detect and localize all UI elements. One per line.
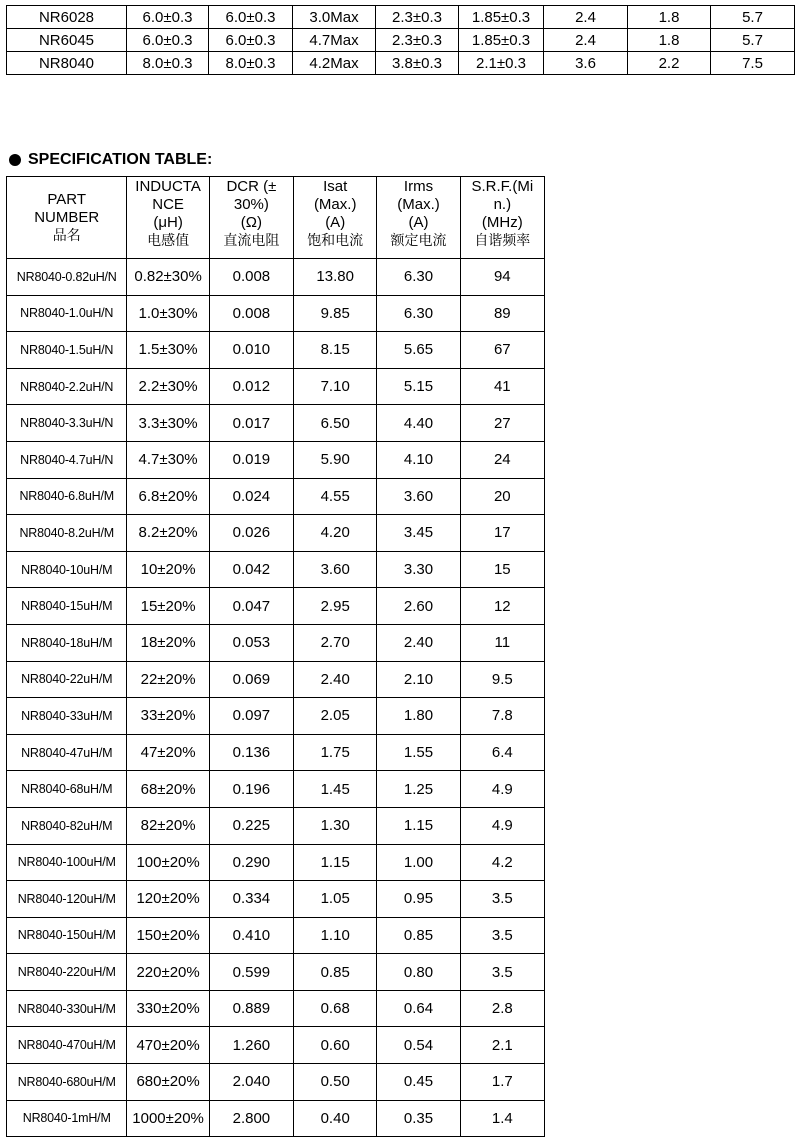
spec-cell: 0.85 <box>294 954 377 991</box>
spec-cell: 150±20% <box>127 917 209 954</box>
dimension-cell: NR6045 <box>7 29 127 52</box>
part-number-cell: NR8040-470uH/M <box>7 1027 127 1064</box>
header-line: (A) <box>325 214 346 231</box>
spec-header-row <box>7 177 545 259</box>
spec-cell: 1000±20% <box>127 1100 209 1137</box>
spec-cell: 0.196 <box>209 771 293 808</box>
spec-row <box>7 332 545 369</box>
header-chinese-label: 饱和电流 <box>307 233 364 249</box>
spec-cell: 1.55 <box>377 734 460 771</box>
spec-cell: 0.85 <box>377 917 460 954</box>
spec-cell: 0.053 <box>209 624 293 661</box>
specification-table <box>6 176 545 1137</box>
header-line: (Max.) <box>313 196 357 213</box>
part-number-cell: NR8040-220uH/M <box>7 954 127 991</box>
spec-cell: 0.95 <box>377 881 460 918</box>
spec-cell: 67 <box>460 332 544 369</box>
spec-cell: 13.80 <box>294 259 377 296</box>
spec-cell: 0.225 <box>209 807 293 844</box>
spec-cell: 5.90 <box>294 441 377 478</box>
spec-cell: 17 <box>460 515 544 552</box>
dimension-cell: 7.5 <box>711 52 795 75</box>
spec-cell: 0.60 <box>294 1027 377 1064</box>
spec-cell: 7.8 <box>460 698 544 735</box>
spec-cell: 94 <box>460 259 544 296</box>
spec-row <box>7 881 545 918</box>
dimension-cell: 6.0±0.3 <box>127 6 209 29</box>
spec-cell: 2.2±30% <box>127 368 209 405</box>
spec-cell: 20 <box>460 478 544 515</box>
part-number-cell: NR8040-10uH/M <box>7 551 127 588</box>
spec-row <box>7 807 545 844</box>
spec-header-cell <box>209 177 293 259</box>
spec-cell: 3.5 <box>460 917 544 954</box>
part-number-cell: NR8040-1.5uH/N <box>7 332 127 369</box>
header-line: S.R.F.(Mi <box>471 178 534 195</box>
dimension-cell: 2.3±0.3 <box>376 6 459 29</box>
part-number-cell: NR8040-68uH/M <box>7 771 127 808</box>
spec-cell: 3.60 <box>377 478 460 515</box>
spec-cell: 22±20% <box>127 661 209 698</box>
part-number-cell: NR8040-3.3uH/N <box>7 405 127 442</box>
spec-cell: 6.4 <box>460 734 544 771</box>
spec-cell: 0.097 <box>209 698 293 735</box>
header-line: (A) <box>408 214 429 231</box>
dimension-cell: 1.8 <box>628 29 711 52</box>
dimension-cell: 3.6 <box>544 52 628 75</box>
spec-cell: 0.64 <box>377 990 460 1027</box>
spec-cell: 1.15 <box>377 807 460 844</box>
spec-cell: 1.260 <box>209 1027 293 1064</box>
spec-row <box>7 990 545 1027</box>
dimension-cell: 1.85±0.3 <box>459 29 544 52</box>
spec-cell: 4.55 <box>294 478 377 515</box>
dimension-cell: 8.0±0.3 <box>209 52 293 75</box>
spec-cell: 680±20% <box>127 1064 209 1101</box>
header-chinese-label: 额定电流 <box>390 233 447 249</box>
header-line: NCE <box>152 196 184 213</box>
spec-cell: 0.010 <box>209 332 293 369</box>
header-line: n.) <box>493 196 512 213</box>
spec-cell: 0.019 <box>209 441 293 478</box>
spec-cell: 3.30 <box>377 551 460 588</box>
spec-cell: 0.017 <box>209 405 293 442</box>
spec-row <box>7 295 545 332</box>
spec-cell: 4.40 <box>377 405 460 442</box>
spec-cell: 2.05 <box>294 698 377 735</box>
spec-cell: 0.54 <box>377 1027 460 1064</box>
spec-row <box>7 624 545 661</box>
spec-cell: 1.00 <box>377 844 460 881</box>
dimension-cell: 2.4 <box>544 6 628 29</box>
spec-cell: 24 <box>460 441 544 478</box>
part-number-cell: NR8040-18uH/M <box>7 624 127 661</box>
spec-header-cell <box>127 177 209 259</box>
spec-cell: 1.05 <box>294 881 377 918</box>
spec-cell: 1.10 <box>294 917 377 954</box>
part-number-cell: NR8040-33uH/M <box>7 698 127 735</box>
spec-row <box>7 259 545 296</box>
spec-row <box>7 1064 545 1101</box>
spec-cell: 0.136 <box>209 734 293 771</box>
dimension-cell: 6.0±0.3 <box>127 29 209 52</box>
spec-cell: 89 <box>460 295 544 332</box>
spec-cell: 0.599 <box>209 954 293 991</box>
dimension-cell: 1.8 <box>628 6 711 29</box>
spec-cell: 1.4 <box>460 1100 544 1137</box>
dimension-cell: NR8040 <box>7 52 127 75</box>
spec-cell: 4.9 <box>460 771 544 808</box>
dimension-row <box>7 29 795 52</box>
part-number-cell: NR8040-8.2uH/M <box>7 515 127 552</box>
spec-cell: 0.889 <box>209 990 293 1027</box>
part-number-cell: NR8040-150uH/M <box>7 917 127 954</box>
dimension-cell: 6.0±0.3 <box>209 6 293 29</box>
spec-cell: 33±20% <box>127 698 209 735</box>
dimension-cell: NR6028 <box>7 6 127 29</box>
header-chinese-label: 品名 <box>52 228 81 244</box>
spec-row <box>7 844 545 881</box>
dimension-cell: 4.2Max <box>293 52 376 75</box>
spec-cell: 82±20% <box>127 807 209 844</box>
spec-header-cell <box>460 177 544 259</box>
spec-row <box>7 551 545 588</box>
spec-cell: 0.40 <box>294 1100 377 1137</box>
spec-cell: 8.15 <box>294 332 377 369</box>
spec-row <box>7 478 545 515</box>
spec-cell: 0.68 <box>294 990 377 1027</box>
spec-cell: 4.9 <box>460 807 544 844</box>
spec-cell: 1.75 <box>294 734 377 771</box>
spec-cell: 0.026 <box>209 515 293 552</box>
header-line: INDUCTA <box>135 178 201 195</box>
part-number-cell: NR8040-330uH/M <box>7 990 127 1027</box>
spec-row <box>7 954 545 991</box>
spec-cell: 1.7 <box>460 1064 544 1101</box>
spec-row <box>7 771 545 808</box>
part-number-cell: NR8040-82uH/M <box>7 807 127 844</box>
spec-row <box>7 1027 545 1064</box>
dimension-cell: 6.0±0.3 <box>209 29 293 52</box>
spec-cell: 1.80 <box>377 698 460 735</box>
spec-cell: 1.15 <box>294 844 377 881</box>
spec-cell: 3.5 <box>460 954 544 991</box>
spec-cell: 100±20% <box>127 844 209 881</box>
spec-cell: 4.10 <box>377 441 460 478</box>
spec-cell: 1.30 <box>294 807 377 844</box>
spec-cell: 3.3±30% <box>127 405 209 442</box>
dimension-cell: 2.1±0.3 <box>459 52 544 75</box>
spec-table-title <box>9 151 212 169</box>
part-number-cell: NR8040-4.7uH/N <box>7 441 127 478</box>
header-line: Irms <box>403 178 434 195</box>
spec-cell: 10±20% <box>127 551 209 588</box>
spec-cell: 68±20% <box>127 771 209 808</box>
spec-row <box>7 441 545 478</box>
spec-cell: 0.334 <box>209 881 293 918</box>
spec-cell: 0.35 <box>377 1100 460 1137</box>
header-line: PART <box>47 191 87 208</box>
dimension-row <box>7 6 795 29</box>
spec-cell: 18±20% <box>127 624 209 661</box>
spec-cell: 0.45 <box>377 1064 460 1101</box>
spec-cell: 0.008 <box>209 259 293 296</box>
spec-cell: 4.7±30% <box>127 441 209 478</box>
spec-cell: 0.82±30% <box>127 259 209 296</box>
spec-cell: 5.15 <box>377 368 460 405</box>
spec-header-cell <box>377 177 460 259</box>
spec-cell: 3.45 <box>377 515 460 552</box>
dimension-cell: 5.7 <box>711 6 795 29</box>
spec-cell: 0.047 <box>209 588 293 625</box>
dimension-cell: 8.0±0.3 <box>127 52 209 75</box>
spec-cell: 1.5±30% <box>127 332 209 369</box>
header-chinese-label: 自谐频率 <box>474 233 531 249</box>
spec-cell: 9.85 <box>294 295 377 332</box>
spec-row <box>7 698 545 735</box>
spec-header-cell <box>7 177 127 259</box>
spec-cell: 15±20% <box>127 588 209 625</box>
spec-cell: 0.069 <box>209 661 293 698</box>
header-line: DCR (± <box>226 178 277 195</box>
spec-cell: 15 <box>460 551 544 588</box>
dimension-cell: 2.3±0.3 <box>376 29 459 52</box>
spec-cell: 1.0±30% <box>127 295 209 332</box>
spec-cell: 0.008 <box>209 295 293 332</box>
header-chinese-label: 电感值 <box>147 233 190 249</box>
spec-row <box>7 588 545 625</box>
header-line: (Max.) <box>397 196 440 213</box>
dimension-row <box>7 52 795 75</box>
spec-cell: 1.25 <box>377 771 460 808</box>
header-line: (MHz) <box>481 214 523 231</box>
spec-cell: 1.45 <box>294 771 377 808</box>
spec-row <box>7 661 545 698</box>
spec-cell: 2.800 <box>209 1100 293 1137</box>
bullet-icon <box>9 154 21 166</box>
spec-cell: 330±20% <box>127 990 209 1027</box>
spec-cell: 4.20 <box>294 515 377 552</box>
spec-row <box>7 1100 545 1137</box>
dimension-cell: 3.0Max <box>293 6 376 29</box>
spec-header-cell <box>294 177 377 259</box>
spec-cell: 6.30 <box>377 259 460 296</box>
spec-row <box>7 368 545 405</box>
part-number-cell: NR8040-2.2uH/N <box>7 368 127 405</box>
dimension-cell: 2.2 <box>628 52 711 75</box>
spec-cell: 0.410 <box>209 917 293 954</box>
spec-cell: 5.65 <box>377 332 460 369</box>
header-chinese-label: 直流电阻 <box>223 233 280 249</box>
spec-cell: 6.8±20% <box>127 478 209 515</box>
spec-cell: 8.2±20% <box>127 515 209 552</box>
spec-cell: 2.10 <box>377 661 460 698</box>
spec-cell: 2.8 <box>460 990 544 1027</box>
spec-cell: 12 <box>460 588 544 625</box>
spec-cell: 2.40 <box>294 661 377 698</box>
dimension-cell: 5.7 <box>711 29 795 52</box>
header-line: NUMBER <box>34 209 100 226</box>
spec-cell: 0.50 <box>294 1064 377 1101</box>
spec-cell: 2.70 <box>294 624 377 661</box>
part-number-cell: NR8040-1.0uH/N <box>7 295 127 332</box>
spec-cell: 0.290 <box>209 844 293 881</box>
dimension-cell: 4.7Max <box>293 29 376 52</box>
spec-cell: 2.60 <box>377 588 460 625</box>
header-line: 30%) <box>233 196 269 213</box>
part-number-cell: NR8040-15uH/M <box>7 588 127 625</box>
part-number-cell: NR8040-680uH/M <box>7 1064 127 1101</box>
spec-cell: 9.5 <box>460 661 544 698</box>
spec-cell: 120±20% <box>127 881 209 918</box>
spec-cell: 470±20% <box>127 1027 209 1064</box>
spec-cell: 2.1 <box>460 1027 544 1064</box>
dimension-table <box>6 5 795 75</box>
spec-cell: 0.024 <box>209 478 293 515</box>
spec-cell: 2.95 <box>294 588 377 625</box>
spec-cell: 6.50 <box>294 405 377 442</box>
part-number-cell: NR8040-6.8uH/M <box>7 478 127 515</box>
spec-cell: 27 <box>460 405 544 442</box>
spec-cell: 0.80 <box>377 954 460 991</box>
spec-row <box>7 917 545 954</box>
spec-cell: 2.040 <box>209 1064 293 1101</box>
spec-cell: 6.30 <box>377 295 460 332</box>
header-line: (Ω) <box>240 214 262 231</box>
dimension-cell: 3.8±0.3 <box>376 52 459 75</box>
spec-title-text: SPECIFICATION TABLE: <box>28 151 213 168</box>
spec-cell: 11 <box>460 624 544 661</box>
spec-cell: 3.5 <box>460 881 544 918</box>
spec-cell: 0.042 <box>209 551 293 588</box>
spec-cell: 4.2 <box>460 844 544 881</box>
part-number-cell: NR8040-1mH/M <box>7 1100 127 1137</box>
part-number-cell: NR8040-22uH/M <box>7 661 127 698</box>
spec-row <box>7 515 545 552</box>
spec-row <box>7 734 545 771</box>
spec-row <box>7 405 545 442</box>
dimension-cell: 2.4 <box>544 29 628 52</box>
spec-cell: 3.60 <box>294 551 377 588</box>
spec-cell: 41 <box>460 368 544 405</box>
part-number-cell: NR8040-0.82uH/N <box>7 259 127 296</box>
spec-cell: 0.012 <box>209 368 293 405</box>
spec-cell: 47±20% <box>127 734 209 771</box>
header-line: (μH) <box>153 214 183 231</box>
spec-cell: 220±20% <box>127 954 209 991</box>
header-line: Isat <box>323 178 348 195</box>
part-number-cell: NR8040-120uH/M <box>7 881 127 918</box>
dimension-cell: 1.85±0.3 <box>459 6 544 29</box>
spec-cell: 7.10 <box>294 368 377 405</box>
part-number-cell: NR8040-100uH/M <box>7 844 127 881</box>
part-number-cell: NR8040-47uH/M <box>7 734 127 771</box>
spec-cell: 2.40 <box>377 624 460 661</box>
